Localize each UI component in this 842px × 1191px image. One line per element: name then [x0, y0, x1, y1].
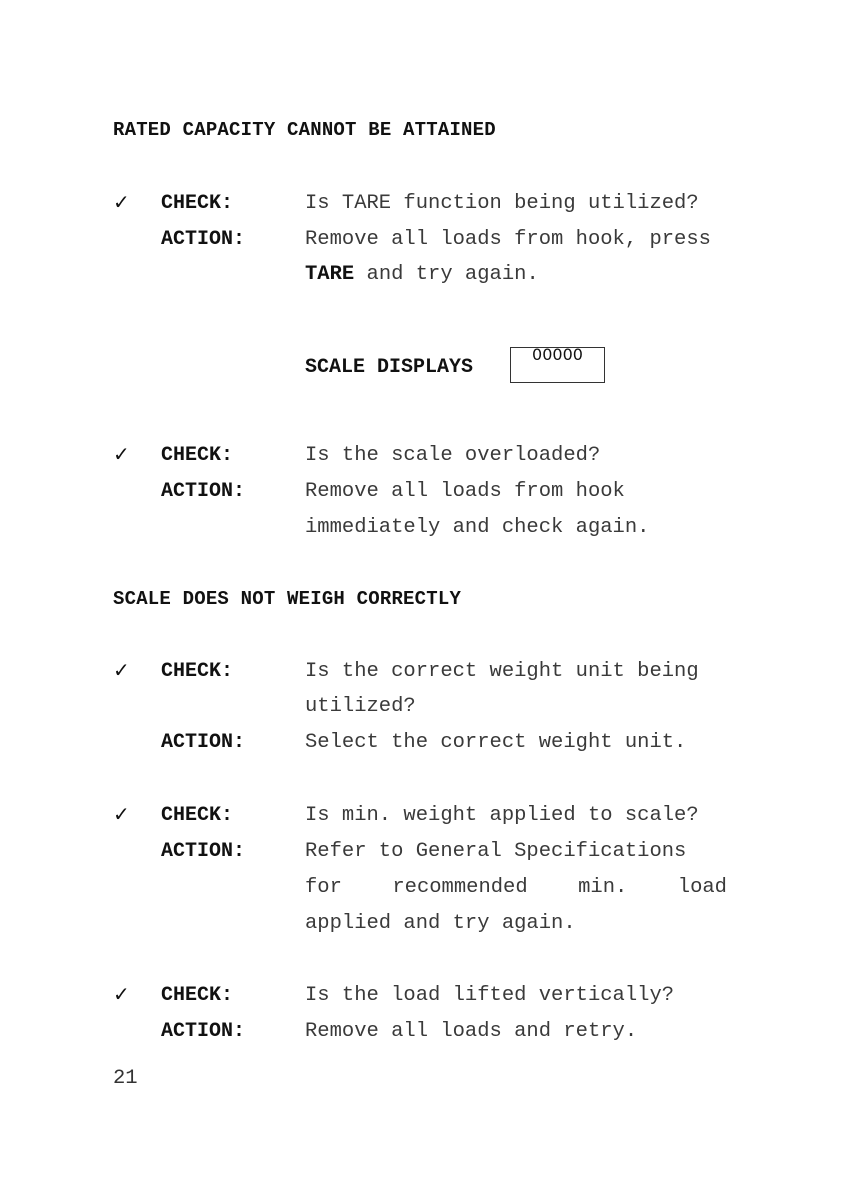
action-label: ACTION: [161, 1020, 246, 1043]
check-text: Is the correct weight unit being [305, 660, 699, 683]
section-heading-rated-capacity: RATED CAPACITY CANNOT BE ATTAINED [113, 119, 496, 141]
check-text: Is the load lifted vertically? [305, 984, 675, 1007]
action-text-line3: applied and try again. [305, 912, 576, 935]
checkmark-icon: ✓ [113, 190, 130, 214]
check-text: Is min. weight applied to scale? [305, 804, 699, 827]
check-text: Is the scale overloaded? [305, 444, 601, 467]
checkmark-icon: ✓ [113, 982, 130, 1006]
tare-keyword: TARE [305, 263, 355, 286]
check-label: CHECK: [161, 444, 234, 467]
action-word: load [677, 876, 727, 899]
checkmark-icon: ✓ [113, 658, 130, 682]
action-label: ACTION: [161, 228, 246, 251]
action-label: ACTION: [161, 480, 246, 503]
scale-display-readout: 00000 [510, 347, 605, 383]
section-heading-weigh-correctly: SCALE DOES NOT WEIGH CORRECTLY [113, 588, 462, 610]
action-text: Remove all loads from hook [305, 480, 625, 503]
check-text: Is TARE function being utilized? [305, 192, 699, 215]
check-label: CHECK: [161, 804, 234, 827]
action-text: Select the correct weight unit. [305, 731, 687, 754]
action-text-rest: and try again. [354, 263, 539, 286]
action-text-line2 [305, 263, 539, 286]
action-text: Refer to General Specifications [305, 840, 687, 863]
action-word: min. [578, 876, 628, 899]
checkmark-icon: ✓ [113, 802, 130, 826]
action-label: ACTION: [161, 731, 246, 754]
check-label: CHECK: [161, 984, 234, 1007]
action-text: Remove all loads and retry. [305, 1020, 638, 1043]
check-label: CHECK: [161, 660, 234, 683]
checkmark-icon: ✓ [113, 442, 130, 466]
check-text-line2: utilized? [305, 695, 416, 718]
action-text-line2 [305, 876, 727, 899]
action-word: for [305, 876, 342, 899]
action-word: recommended [392, 876, 528, 899]
scale-displays-label: SCALE DISPLAYS [305, 356, 474, 379]
action-text-line2: immediately and check again. [305, 516, 650, 539]
check-label: CHECK: [161, 192, 234, 215]
action-label: ACTION: [161, 840, 246, 863]
action-text: Remove all loads from hook, press [305, 228, 711, 251]
page-number: 21 [113, 1067, 138, 1090]
